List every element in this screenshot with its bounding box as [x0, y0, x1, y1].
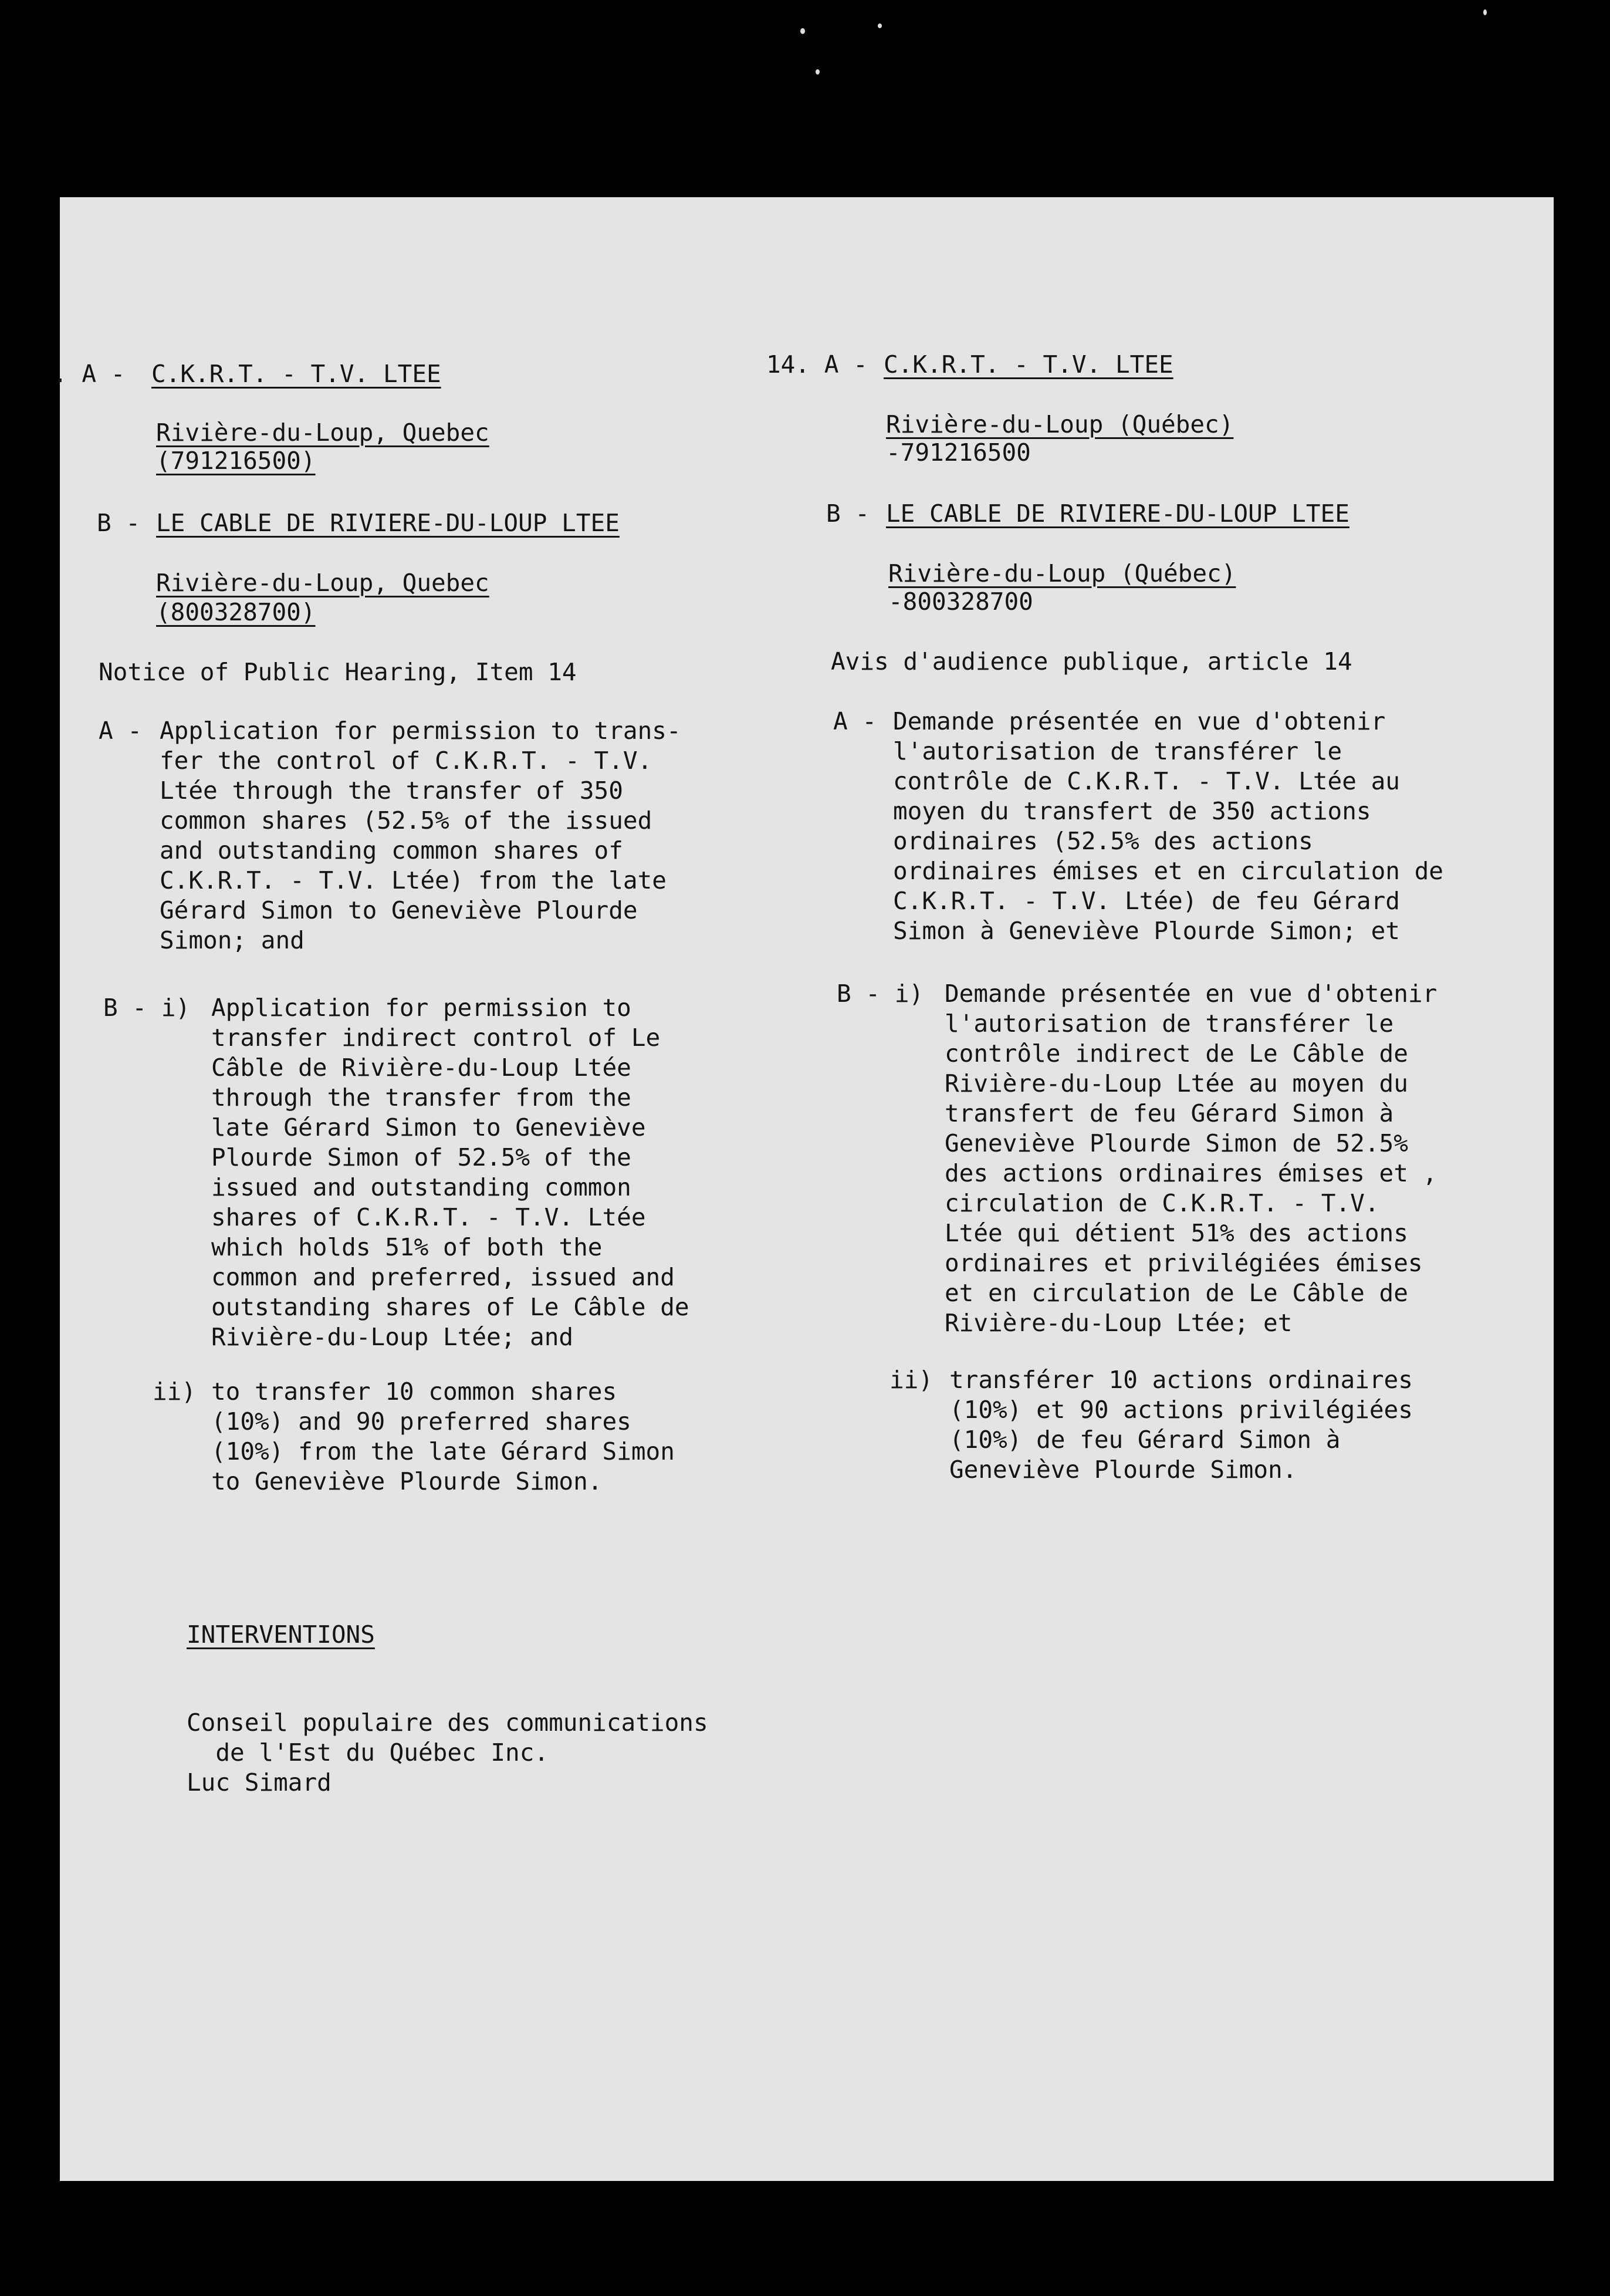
fr-applicant-b-location: Rivière-du-Loup (Québec) [888, 559, 1236, 587]
fr-para-b-ii-marker: ii) [889, 1366, 933, 1394]
text-line: (10%) and 90 preferred shares [211, 1407, 631, 1436]
fr-applicant-b-number: -800328700 [888, 587, 1033, 616]
text-line: late Gérard Simon to Geneviève [211, 1113, 646, 1142]
en-para-b-ii-marker: ii) [153, 1377, 197, 1406]
text-line: contrôle indirect de Le Câble de [945, 1039, 1408, 1068]
text-line: l'autorisation de transférer le [945, 1009, 1394, 1038]
en-applicant-a-number: (791216500) [156, 447, 316, 475]
intervener-line: de l'Est du Québec Inc. [187, 1738, 549, 1767]
en-b-marker: B - [97, 509, 141, 537]
fr-para-a [893, 707, 1443, 946]
fr-applicant-a-location: Rivière-du-Loup (Québec) [886, 410, 1234, 438]
en-item-marker: . A - [53, 360, 126, 388]
text-line: transfer indirect control of Le [211, 1024, 661, 1052]
fr-notice-heading: Avis d'audience publique, article 14 [831, 647, 1352, 676]
text-line: Rivière-du-Loup Ltée; and [211, 1323, 574, 1351]
text-line: (10%) de feu Gérard Simon à [949, 1426, 1341, 1454]
en-para-b-marker: B - i) [103, 994, 191, 1022]
text-line: C.K.R.T. - T.V. Ltée) from the late [160, 866, 667, 894]
text-line: Simon à Geneviève Plourde Simon; et [893, 917, 1400, 945]
intervener-line: Luc Simard [187, 1768, 332, 1797]
fr-para-b-ii [949, 1365, 1413, 1485]
text-line: contrôle de C.K.R.T. - T.V. Ltée au [893, 767, 1400, 795]
fr-para-a-marker: A - [833, 707, 877, 735]
text-line: through the transfer from the [211, 1083, 631, 1112]
en-applicant-b-location: Rivière-du-Loup, Quebec [156, 569, 489, 597]
text-line: Geneviève Plourde Simon. [949, 1456, 1297, 1484]
text-line: ordinaires émises et en circulation de [893, 857, 1443, 885]
text-line: Plourde Simon of 52.5% of the [211, 1143, 631, 1171]
text-line: shares of C.K.R.T. - T.V. Ltée [211, 1203, 646, 1231]
en-applicant-b-name: LE CABLE DE RIVIERE-DU-LOUP LTEE [156, 509, 620, 537]
en-para-a [160, 716, 681, 955]
text-line: Simon; and [160, 926, 305, 954]
en-notice-heading: Notice of Public Hearing, Item 14 [99, 658, 577, 686]
fr-applicant-a-number: -791216500 [886, 438, 1031, 467]
en-para-b-ii [211, 1377, 675, 1497]
text-line: issued and outstanding common [211, 1173, 631, 1201]
text-line: Demande présentée en vue d'obtenir [893, 707, 1386, 735]
text-line: Demande présentée en vue d'obtenir [945, 980, 1438, 1008]
text-line: Geneviève Plourde Simon de 52.5% [945, 1129, 1408, 1157]
text-line: (10%) et 90 actions privilégiées [949, 1396, 1413, 1424]
fr-applicant-a-name: C.K.R.T. - T.V. LTEE [884, 350, 1173, 379]
en-applicant-b-number: (800328700) [156, 598, 316, 626]
text-line: which holds 51% of both the [211, 1233, 603, 1261]
fr-para-b-i [945, 979, 1437, 1338]
text-line: outstanding shares of Le Câble de [211, 1293, 689, 1321]
text-line: Application for permission to trans- [160, 717, 681, 745]
text-line: ordinaires et privilégiées émises [945, 1249, 1423, 1277]
text-line: circulation de C.K.R.T. - T.V. [945, 1189, 1379, 1217]
interventions-heading: INTERVENTIONS [187, 1620, 375, 1649]
text-line: Ltée through the transfer of 350 [160, 776, 623, 805]
text-line: transférer 10 actions ordinaires [949, 1366, 1413, 1394]
text-line: moyen du transfert de 350 actions [893, 797, 1371, 825]
film-speck [878, 23, 882, 28]
text-line: common and preferred, issued and [211, 1263, 675, 1291]
text-line: ordinaires (52.5% des actions [893, 827, 1313, 855]
text-line: des actions ordinaires émises et , [945, 1159, 1438, 1187]
fr-para-b-marker: B - i) [837, 980, 924, 1008]
fr-b-marker: B - [826, 499, 870, 528]
film-speck [1483, 9, 1487, 15]
text-line: l'autorisation de transférer le [893, 737, 1342, 765]
text-line: C.K.R.T. - T.V. Ltée) de feu Gérard [893, 887, 1400, 915]
text-line: to transfer 10 common shares [211, 1377, 617, 1406]
text-line: and outstanding common shares of [160, 836, 623, 865]
text-line: transfert de feu Gérard Simon à [945, 1099, 1394, 1127]
en-applicant-a-name: C.K.R.T. - T.V. LTEE [151, 360, 441, 388]
text-line: et en circulation de Le Câble de [945, 1279, 1408, 1307]
en-applicant-a-location: Rivière-du-Loup, Quebec [156, 418, 489, 447]
film-speck [816, 69, 820, 75]
text-line: fer the control of C.K.R.T. - T.V. [160, 747, 652, 775]
text-line: common shares (52.5% of the issued [160, 806, 652, 835]
fr-applicant-b-name: LE CABLE DE RIVIERE-DU-LOUP LTEE [886, 499, 1349, 528]
en-para-b-i [211, 993, 689, 1352]
text-line: Rivière-du-Loup Ltée; et [945, 1309, 1293, 1337]
text-line: Ltée qui détient 51% des actions [945, 1219, 1408, 1247]
text-line: Application for permission to [211, 994, 631, 1022]
film-speck [800, 28, 805, 34]
document-page [53, 197, 1554, 2181]
fr-item-marker: 14. A - [766, 350, 868, 379]
en-para-a-marker: A - [99, 717, 143, 745]
text-line: Rivière-du-Loup Ltée au moyen du [945, 1069, 1408, 1098]
intervener-line: Conseil populaire des communications [187, 1709, 708, 1737]
text-line: Câble de Rivière-du-Loup Ltée [211, 1054, 631, 1082]
text-line: to Geneviève Plourde Simon. [211, 1467, 603, 1495]
interventions-list [187, 1708, 708, 1798]
text-line: (10%) from the late Gérard Simon [211, 1437, 675, 1466]
text-line: Gérard Simon to Geneviève Plourde [160, 896, 638, 924]
